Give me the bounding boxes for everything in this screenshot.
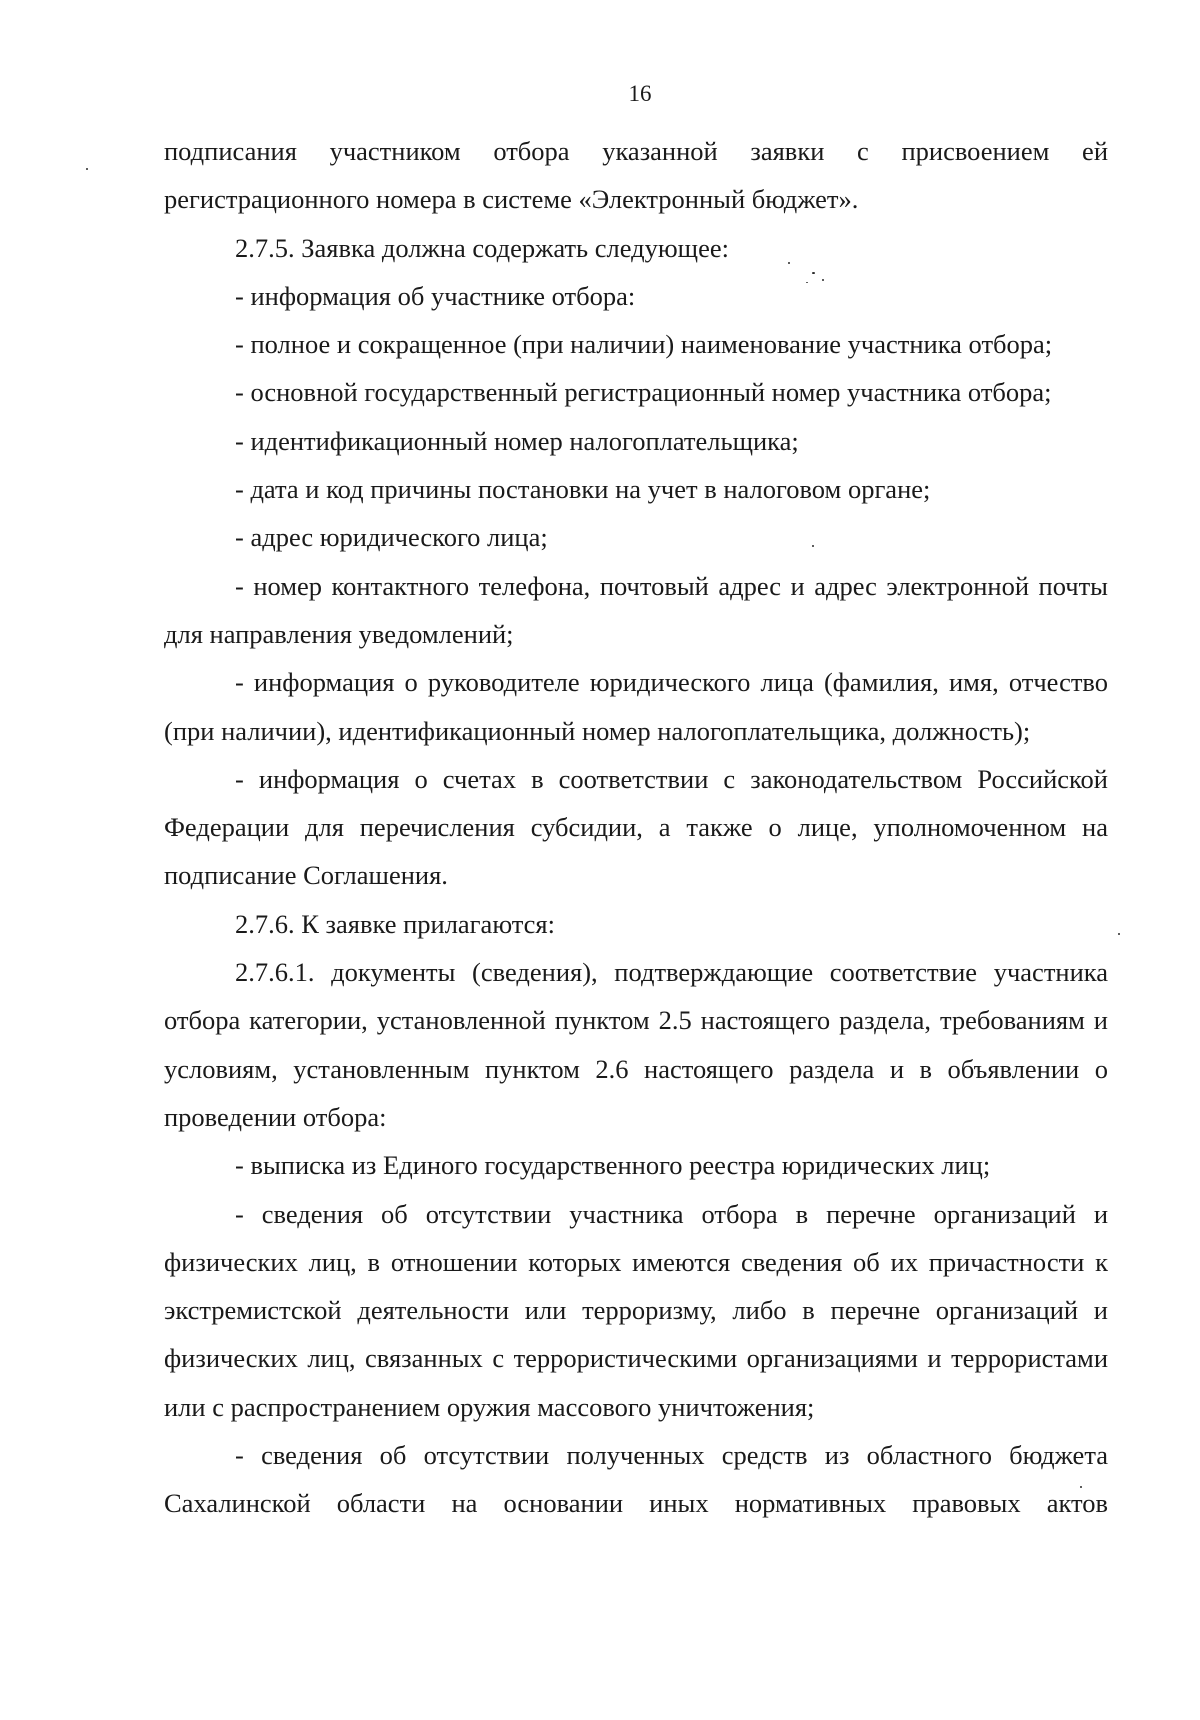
list-item: - сведения об отсутствии участника отбора в перечне организаций и физических лиц, в отношении которых имеются сведения об их причастности к экстремистской деятельности или терроризму, либо в перечне организаций и физических лиц, связанных с террористическими организациями и террористами или с распространением оружия массового уничтожения; — [164, 1198, 1108, 1422]
scan-speck — [812, 545, 814, 547]
document-body — [164, 127, 1108, 1528]
list-item: - адрес юридического лица; — [235, 522, 548, 553]
list-item: - основной государственный регистрационный номер участника отбора; — [235, 377, 1052, 408]
list-item: - информация об участнике отбора: — [235, 280, 636, 311]
list-item: - номер контактного телефона, почтовый адрес и адрес электронной почты для направления уведомлений; — [164, 570, 1108, 649]
list-item: - сведения об отсутствии полученных средств из областного бюджета Сахалинской области на основании иных нормативных правовых актов — [164, 1440, 1108, 1519]
paragraph: 2.7.6. К заявке прилагаются: — [235, 908, 555, 939]
scan-speck — [86, 168, 88, 170]
scan-speck — [1118, 933, 1120, 935]
list-item: - информация о руководителе юридического лица (фамилия, имя, отчество (при наличии), идентификационный номер налогоплательщика, должность); — [164, 667, 1108, 746]
scan-speck — [812, 272, 815, 274]
scan-speck — [806, 282, 808, 283]
paragraph: 2.7.5. Заявка должна содержать следующее: — [235, 232, 729, 263]
scan-speck — [1080, 1486, 1082, 1488]
list-item: - полное и сокращенное (при наличии) наименование участника отбора; — [235, 329, 1053, 360]
paragraph: 2.7.6.1. документы (сведения), подтверждающие соответствие участника отбора категории, установленной пунктом 2.5 настоящего раздела, требованиям и условиям, установленным пунктом 2.6 настоящего раздела и в объявлении о проведении отбора: — [164, 957, 1108, 1132]
list-item: - информация о счетах в соответствии с законодательством Российской Федерации для перечисления субсидии, а также о лице, уполномоченном на подписание Соглашения. — [164, 763, 1108, 891]
list-item: - выписка из Единого государственного реестра юридических лиц; — [235, 1150, 991, 1181]
paragraph: подписания участником отбора указанной заявки с присвоением ей регистрационного номера в системе «Электронный бюджет». — [164, 136, 1108, 215]
scan-speck — [822, 279, 824, 281]
list-item: - дата и код причины постановки на учет в налоговом органе; — [235, 474, 931, 505]
page-number: 16 — [628, 81, 652, 106]
scan-speck — [788, 262, 790, 264]
list-item: - идентификационный номер налогоплательщика; — [235, 425, 799, 456]
